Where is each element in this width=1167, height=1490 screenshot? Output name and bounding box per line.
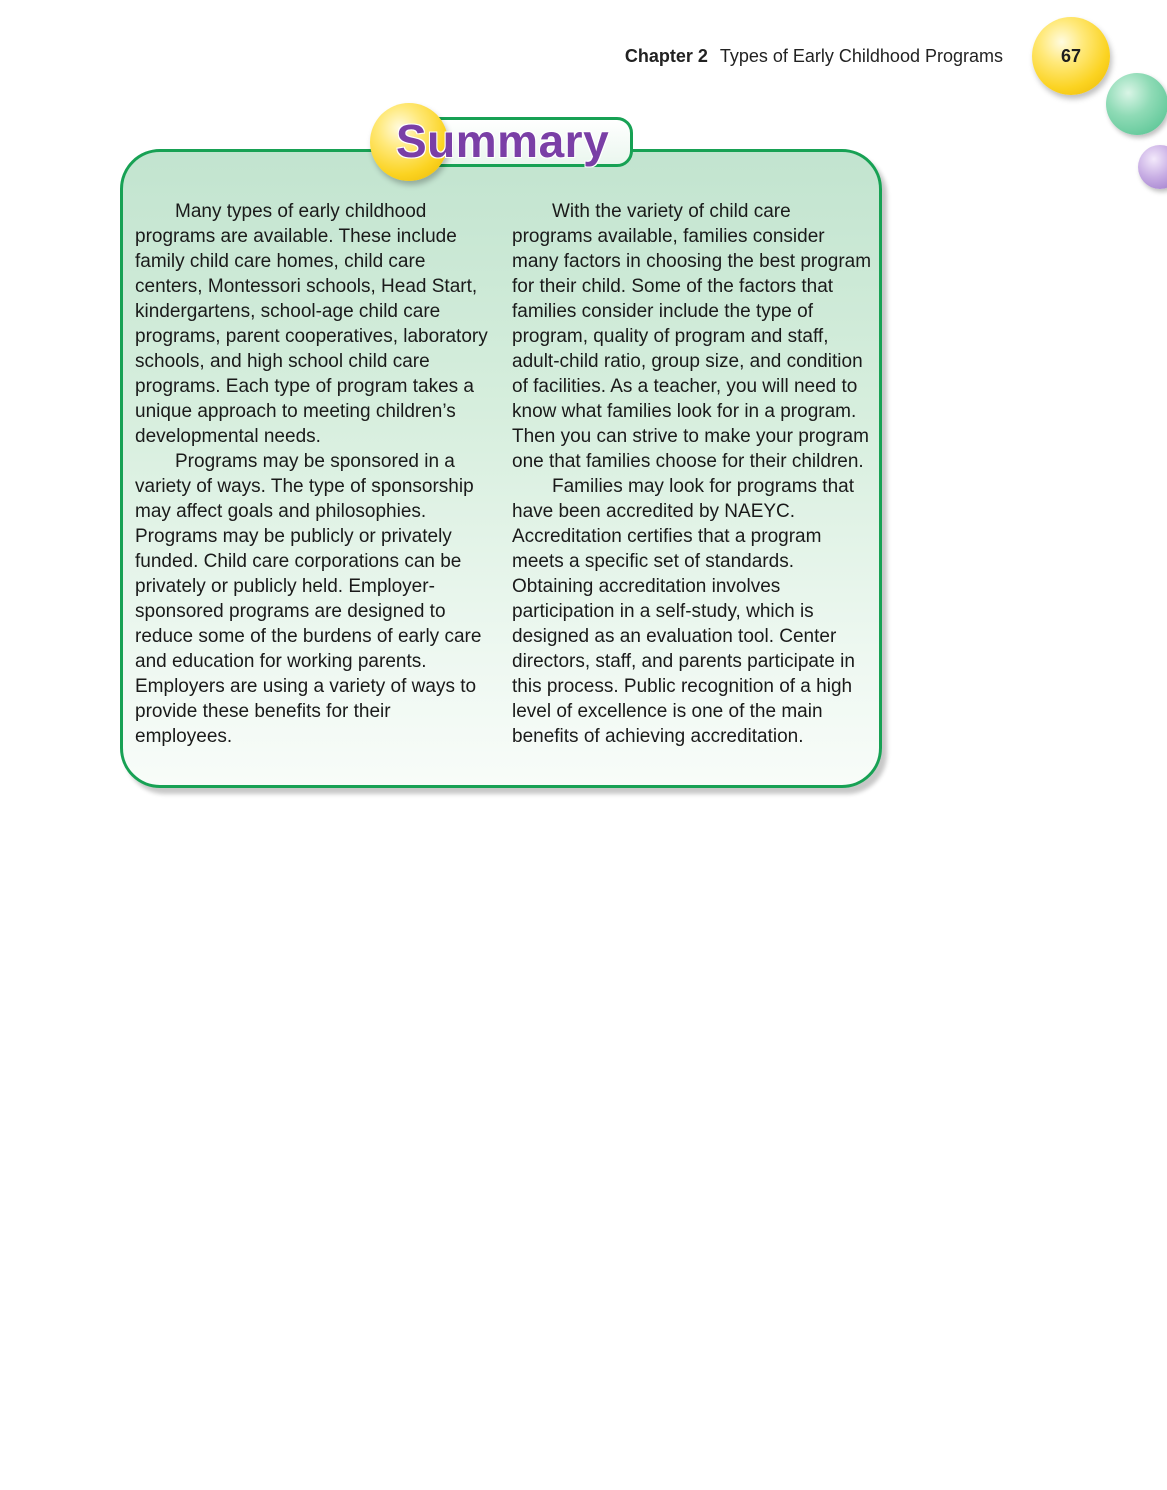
chapter-label: Chapter 2	[624, 46, 708, 66]
summary-paragraph: With the variety of child care programs available, families consider many factors in choosing the best program for their child. Some of the factors that families consider include the type of program, quality of program and staff, adult-child ratio, group size, and condition of facilities. As a teacher, you will need to know what families look for in a program. Then you can strive to make your program one that families choose for their children.	[512, 201, 872, 472]
chapter-title: Types of Early Childhood Programs	[719, 46, 1003, 66]
page-number: 67	[1060, 45, 1082, 66]
page-number-badge	[1032, 17, 1110, 95]
summary-title: Summary	[396, 115, 610, 167]
decorative-purple-ball	[1138, 145, 1167, 189]
running-header	[625, 46, 1003, 67]
summary-left-column	[135, 199, 491, 749]
decorative-green-ball	[1106, 73, 1167, 135]
summary-paragraph: Programs may be sponsored in a variety of ways. The type of sponsorship may affect goals and philosophies. Programs may be publicly or privately funded. Child care corporations can be privately or publicly held. Employer-sponsored programs are designed to reduce some of the burdens of early care and education for working parents. Employers are using a variety of ways to provide these benefits for their employees.	[135, 451, 482, 747]
summary-paragraph: Families may look for programs that have been accredited by NAEYC. Accreditation certifies that a program meets a specific set of standards. Obtaining accreditation involves participation in a self-study, which is designed as an evaluation tool. Center directors, staff, and parents participate in this process. Public recognition of a high level of excellence is one of the main benefits of achieving accreditation.	[512, 476, 855, 747]
summary-paragraph: Many types of early childhood programs are available. These include family child care homes, child care centers, Montessori schools, Head Start, kindergartens, school-age child care programs, parent cooperatives, laboratory schools, and high school child care programs. Each type of program takes a unique approach to meeting children’s developmental needs.	[135, 201, 488, 447]
summary-right-column	[512, 199, 872, 749]
